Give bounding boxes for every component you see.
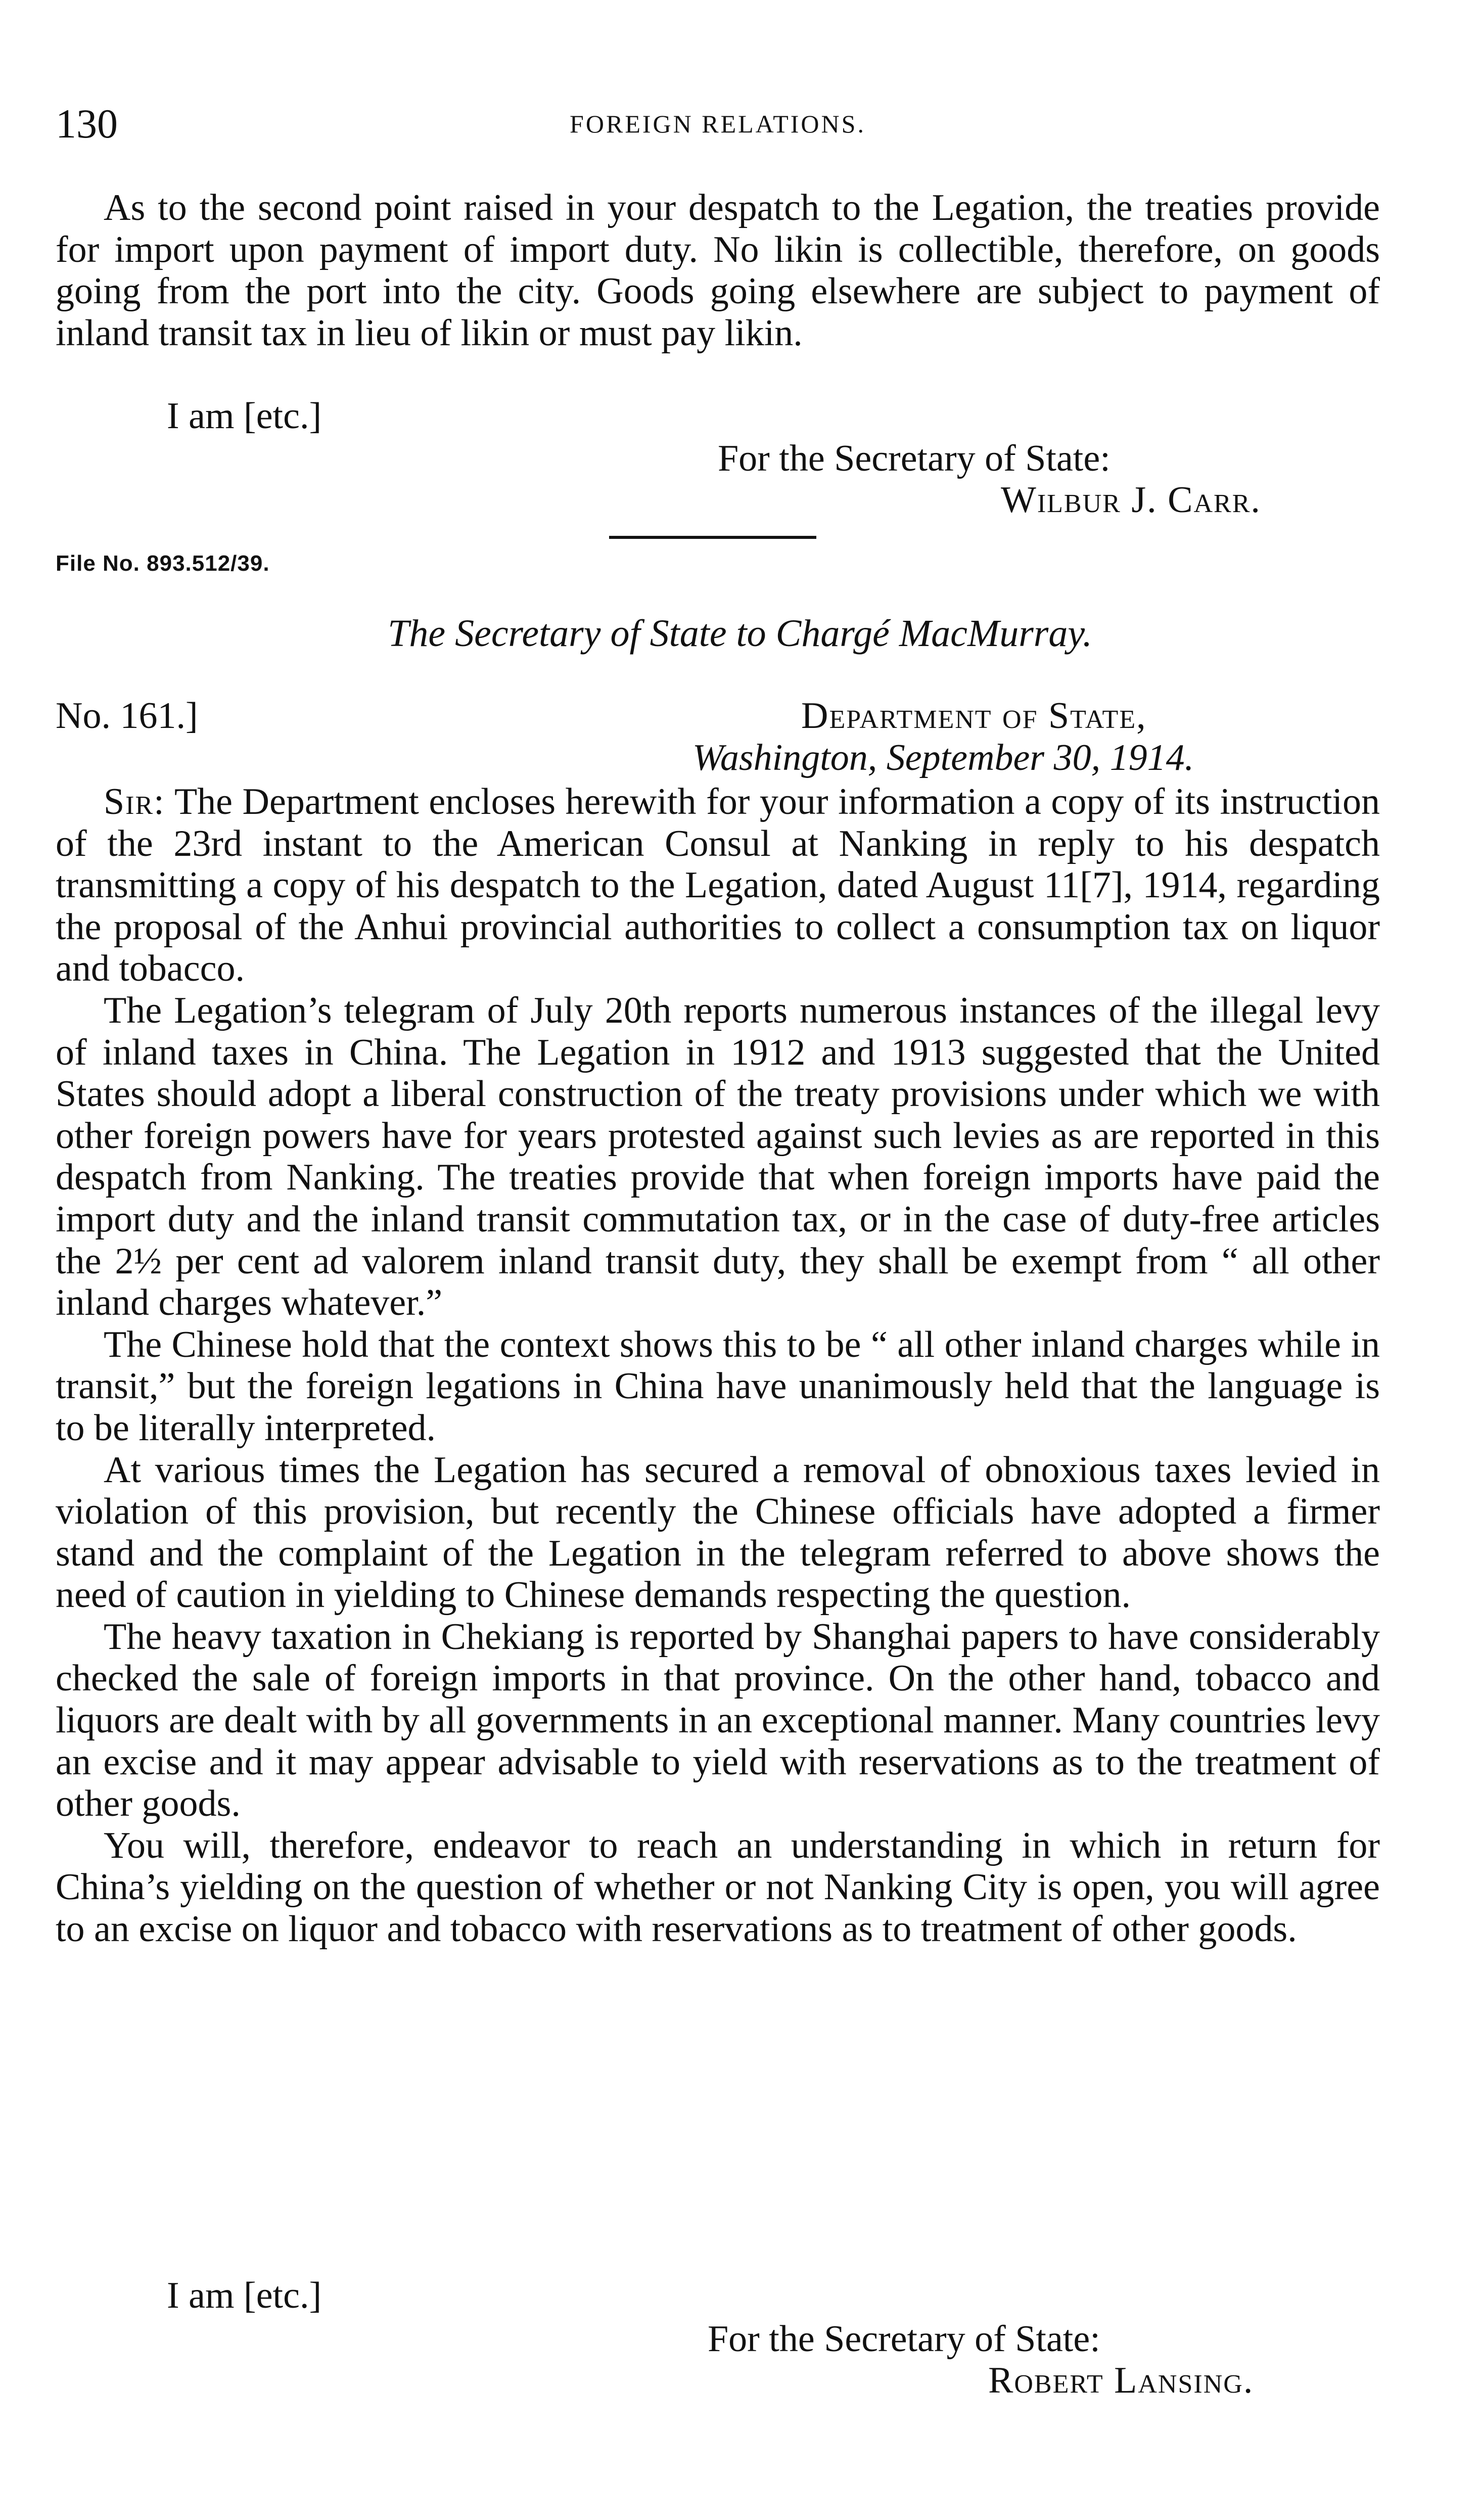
department-heading: Department of State, bbox=[801, 695, 1147, 737]
letter-body bbox=[56, 781, 1380, 1950]
second-letter-signer: Robert Lansing. bbox=[988, 2360, 1254, 2401]
second-letter-closing: I am [etc.] bbox=[167, 2275, 322, 2316]
instruction-number: No. 161.] bbox=[56, 695, 198, 737]
first-letter-signoff: For the Secretary of State: bbox=[718, 438, 1111, 479]
page-header bbox=[56, 96, 1380, 152]
page-number: 130 bbox=[56, 101, 118, 147]
place-date: Washington, September 30, 1914. bbox=[692, 737, 1194, 778]
first-letter-signer: Wilbur J. Carr. bbox=[1001, 479, 1261, 521]
running-head: FOREIGN RELATIONS. bbox=[570, 110, 866, 138]
salutation: Sir: bbox=[104, 781, 165, 822]
body-paragraph-5: The heavy taxation in Chekiang is reported by Shanghai papers to have considerably checked the sale of foreign imports in that province. On the other hand, tobacco and liquors are dealt with by all governments in an exceptional manner. Many countries levy an excise and it may appear advisable to yield with reservations as to the treatment of other goods. bbox=[56, 1616, 1380, 1825]
section-divider bbox=[609, 536, 816, 539]
second-letter-signoff: For the Secretary of State: bbox=[708, 2318, 1100, 2360]
document-title: The Secretary of State to Chargé MacMurray. bbox=[388, 612, 1092, 655]
first-letter-paragraph: As to the second point raised in your despatch to the Legation, the treaties provide for import upon payment of import duty. No likin is collectible, therefore, on goods going from the port into the city. Goods going elsewhere are subject to payment of inland transit tax in lieu of likin or must pay likin. bbox=[56, 187, 1380, 354]
body-paragraph-3: The Chinese hold that the context shows this to be “ all other inland charges while in transit,” but the foreign legations in China have unanimously held that the language is to be literally interpreted. bbox=[56, 1323, 1380, 1449]
body-paragraph-2: The Legation’s telegram of July 20th reports numerous instances of the illegal levy of inland taxes in China. The Legation in 1912 and 1913 suggested that the United States should adopt a liberal construction of the treaty provisions under which we with other foreign powers have for years protested against such levies as are reported in this despatch from Nanking. The treaties provide that when foreign imports have paid the import duty and the inland transit commutation tax, or in the case of duty-free articles the 2½ per cent ad valorem inland transit duty, they shall be exempt from “ all other inland charges whatever.” bbox=[56, 989, 1380, 1324]
body-paragraph-1 bbox=[56, 781, 1380, 990]
body-paragraph-6: You will, therefore, endeavor to reach an understanding in which in return for China’s yielding on the question of whether or not Nanking City is open, you will agree to an excise on liquor and tobacco with reservations as to treatment of other goods. bbox=[56, 1824, 1380, 1950]
paragraph-text: The Department encloses herewith for your information a copy of its instruction of the 23rd instant to the American Consul at Nanking in reply to his despatch transmitting a copy of his despatch to the Legation, dated August 11[7], 1914, regarding the proposal of the Anhui provincial authorities to collect a consumption tax on liquor and tobacco. bbox=[56, 781, 1380, 990]
body-paragraph-4: At various times the Legation has secured a removal of obnoxious taxes levied in violation of this provision, but recently the Chinese officials have adopted a firmer stand and the complaint of the Legation in the telegram referred to above shows the need of caution in yielding to Chinese demands respecting the question. bbox=[56, 1449, 1380, 1616]
file-number: File No. 893.512/39. bbox=[56, 551, 270, 576]
first-letter-closing: I am [etc.] bbox=[167, 395, 322, 437]
